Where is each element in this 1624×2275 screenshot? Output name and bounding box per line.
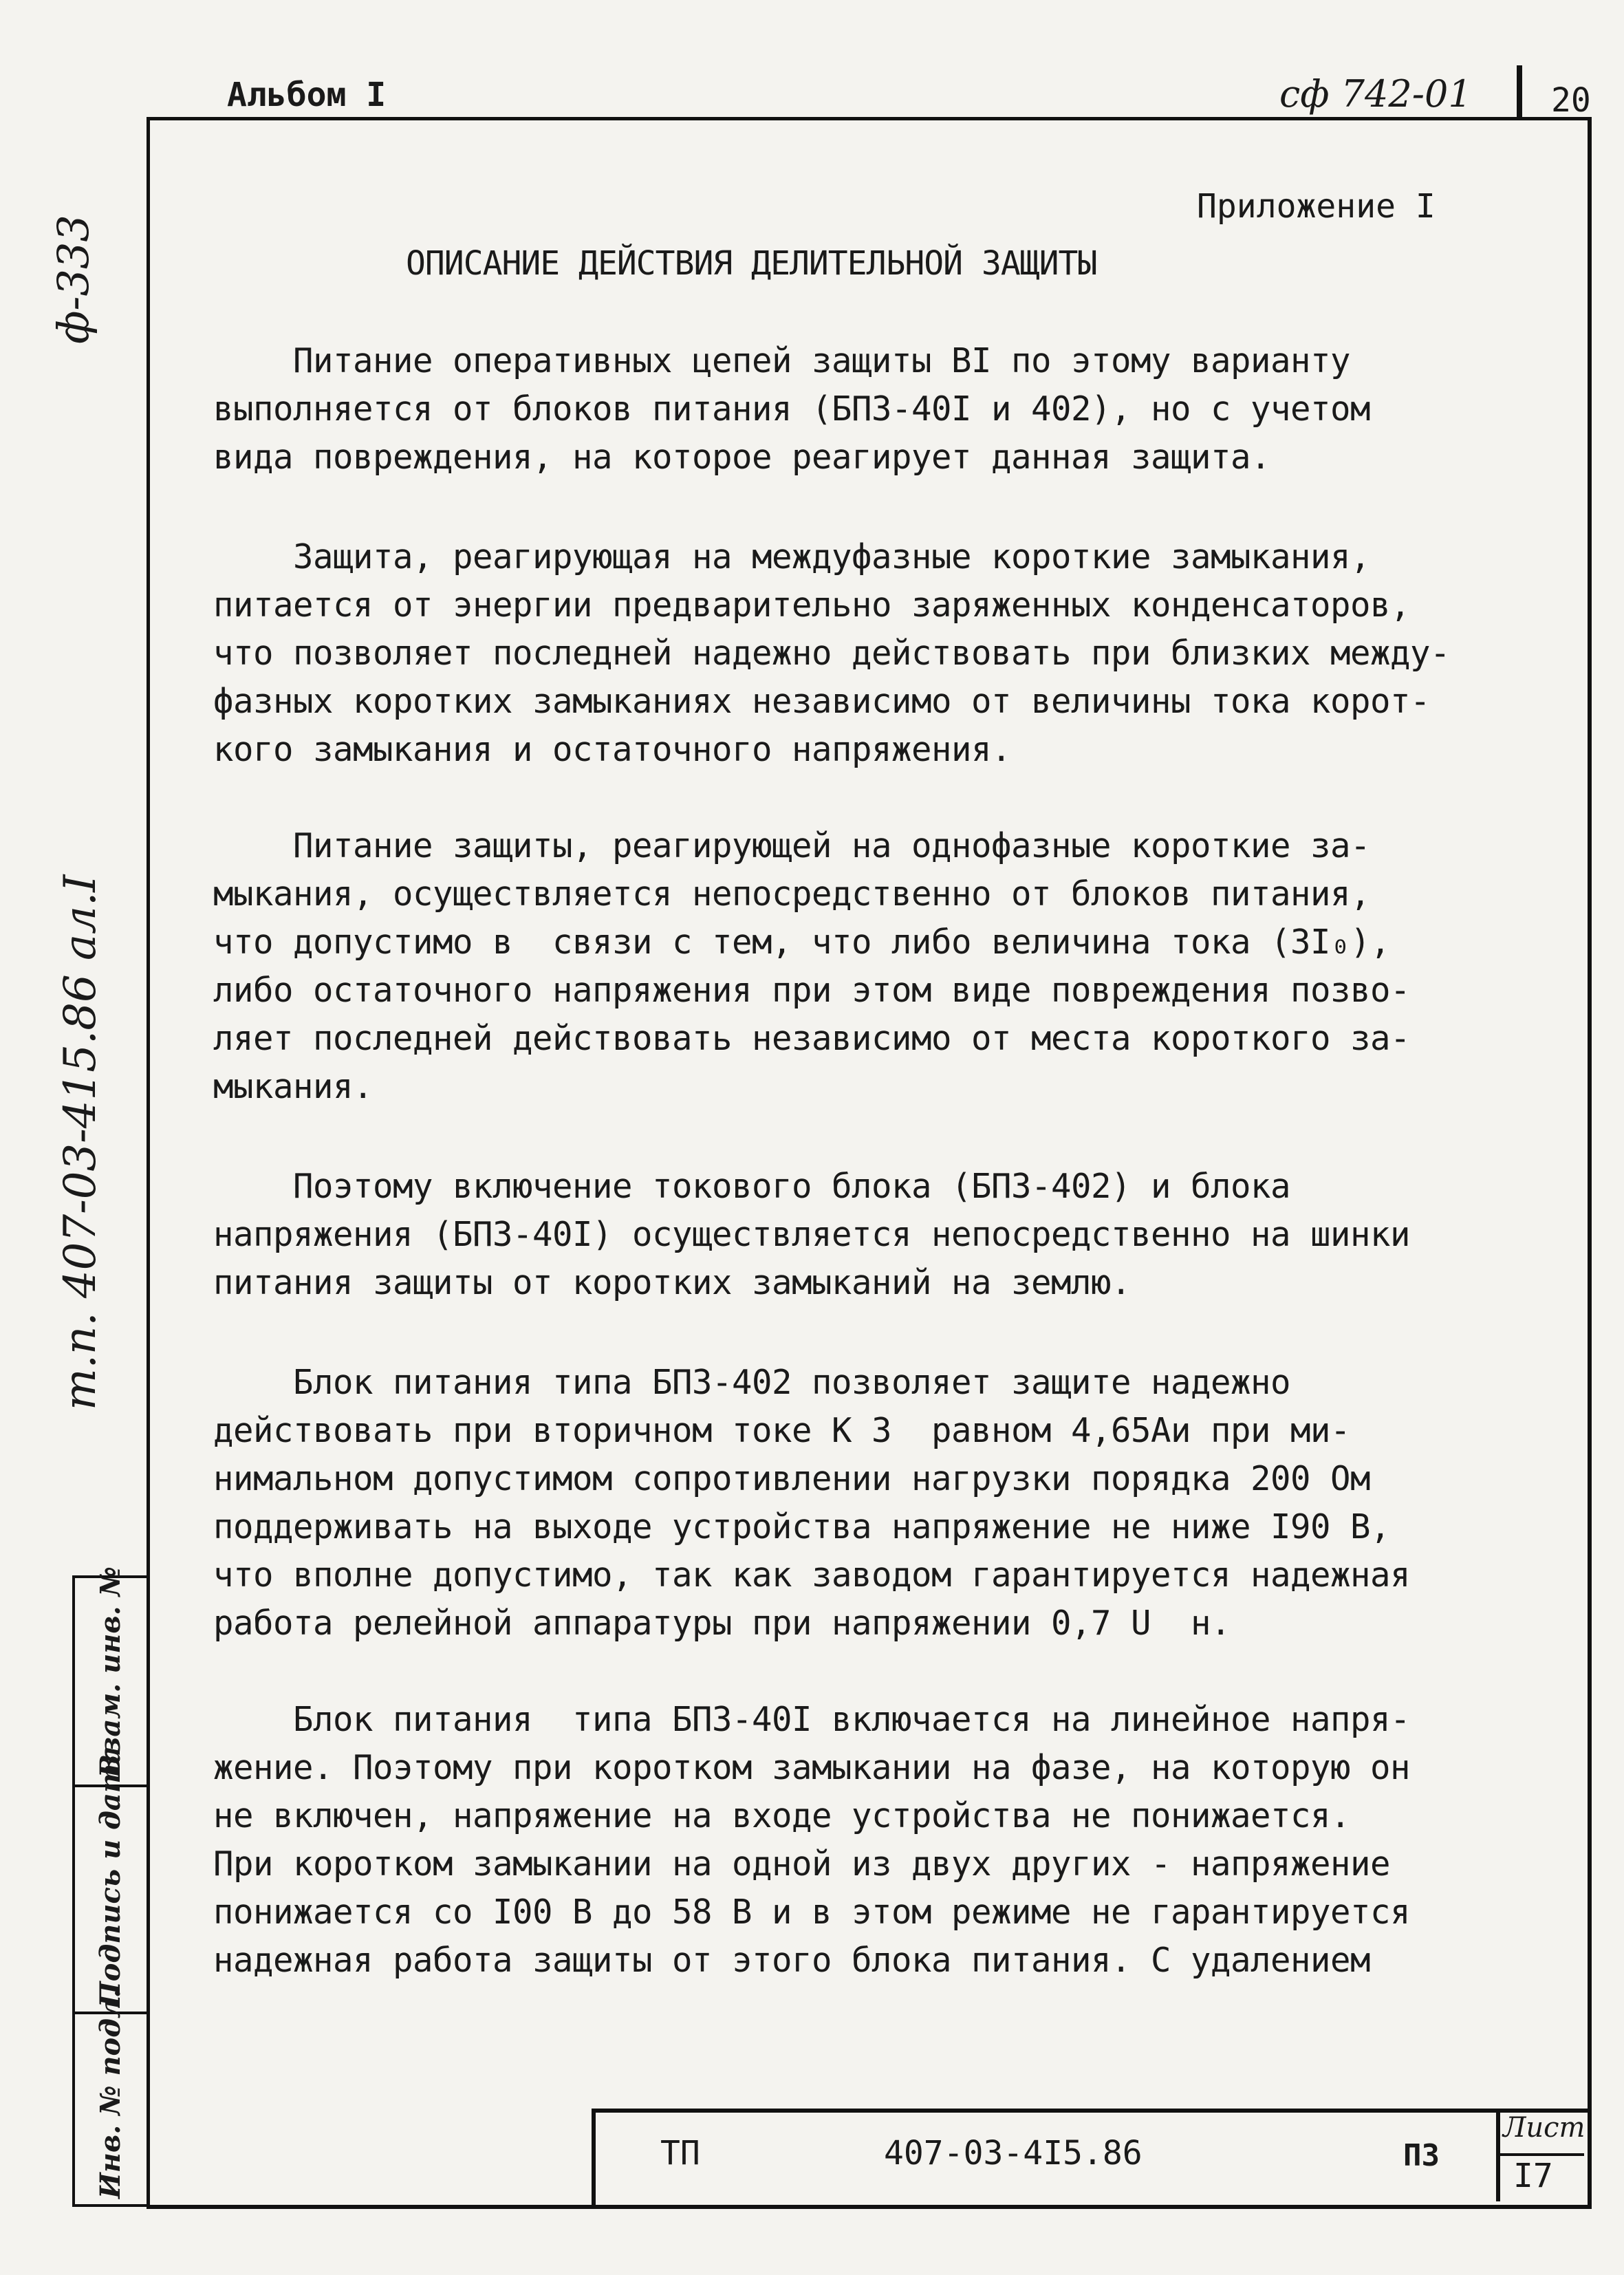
title-block-tp: ТП [660,2134,700,2172]
title-block-sheet-number: I7 [1513,2157,1553,2195]
title-block-sheet-label: Лист [1503,2112,1585,2144]
document-title: ОПИСАНИЕ ДЕЙСТВИЯ ДЕЛИТЕЛЬНОЙ ЗАЩИТЫ [406,244,1097,283]
approval-side-table [72,1566,150,2207]
margin-stamp-f: ф-333 [48,215,98,344]
side-label-inventory: Инв. № подл. [94,1988,127,2199]
page-number: 20 [1551,81,1591,120]
paragraph-6: Блок питания типа БПЗ-40I включается на линейное напря- жение. Поэтому при коротком замыкании на фазе, на которую он не включен, напряжение на входе устройства не понижается. При коротком замыкании на одной из двух других - напряжение понижается со I00 В до 58 В и в этом режиме не гарантируется надежная работа защиты от этого блока питания. С удалением [213,1700,1411,1980]
appendix-label: Приложение I [1197,187,1436,226]
document-code-handwritten: сф 742-01 [1279,72,1472,116]
paragraph-2: Защита, реагирующая на междуфазные короткие замыкания, питается от энергии предварительно заряженных конденсаторов, что позволяет последней надежно действовать при близких между- фазных коротких замыканиях независимо от величины тока корот- кого замыкания и остаточного напряжения. [213,537,1451,769]
title-block-doc-code: 407-03-4I5.86 [884,2134,1143,2172]
album-label: Альбом I [227,76,387,114]
paragraph-3: Питание защиты, реагирующей на однофазные короткие за- мыкания, осуществляется непосредственно от блоков питания, что допустимо в связи с тем, что либо величина тока (3I₀), либо остаточного напряжения при этом виде повреждения позво- ляет последней действовать независимо от места короткого за- мыкания. [213,826,1411,1106]
title-block-section: ПЗ [1403,2138,1440,2173]
paragraph-4: Поэтому включение токового блока (БПЗ-402) и блока напряжения (БПЗ-40I) осуществляется непосредственно на шинки питания защиты от коротких замыканий на землю. [213,1167,1411,1302]
side-label-signature: Подпись и дата [94,1745,127,2007]
paragraph-5: Блок питания типа БПЗ-402 позволяет защите надежно действовать при вторичном токе К З равном 4,65Аи при ми- нимальном допустимом сопротивлении нагрузки порядка 200 Ом поддерживать на выходе устройства напряжение не ниже I90 В, что вполне допустимо, так как заводом гарантируется надежная работа релейной аппаратуры при напряжении 0,7 U н. [213,1363,1411,1643]
margin-stamp-tp: т.п. 407-03-415.86 ал.I [55,874,106,1410]
title-block-sheet-divider [1500,2153,1584,2156]
side-cell-signature [75,1745,147,2014]
paragraph-1: Питание оперативных цепей защиты ВI по этому варианту выполняется от блоков питания (БПЗ-40I и 402), но с учетом вида повреждения, на которое реагирует данная защита. [213,341,1371,477]
side-cell-inventory [75,1988,147,2204]
side-label-replace: Взам. инв. № [94,1566,127,1778]
